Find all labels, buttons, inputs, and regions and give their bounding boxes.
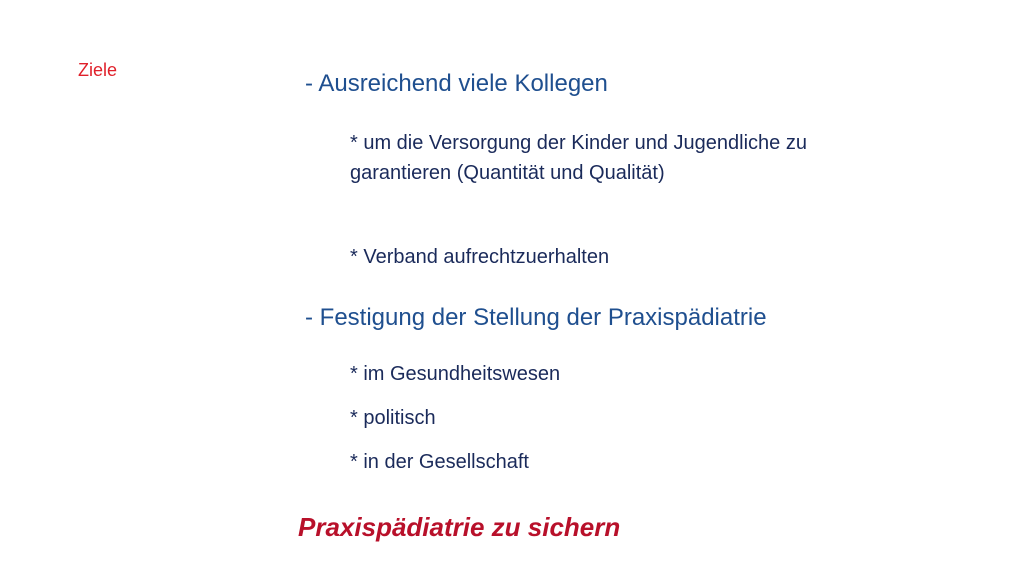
goal-point-political: * politisch xyxy=(350,407,436,429)
slide-label: Ziele xyxy=(78,60,118,80)
goal-point-society: * in der Gesellschaft xyxy=(350,451,529,473)
closing-statement: Praxispädiatrie zu sichern xyxy=(298,512,621,542)
goal-point-health-system: * im Gesundheitswesen xyxy=(350,363,561,385)
goal-point-care-guarantee: * um die Versorgung der Kinder und Jugendliche zu garantieren (Quantität und Qualität) xyxy=(350,132,807,184)
goal-heading-colleagues: - Ausreichend viele Kollegen xyxy=(305,70,608,97)
goal-point-association: * Verband aufrechtzuerhalten xyxy=(350,246,610,268)
goal-heading-position: - Festigung der Stellung der Praxispädiatrie xyxy=(305,304,767,331)
